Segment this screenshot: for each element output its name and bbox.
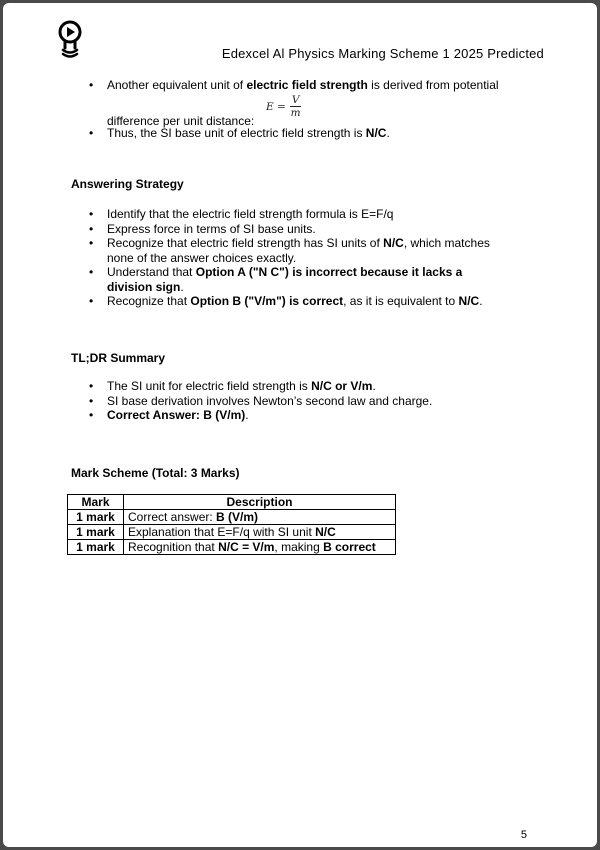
mark-cell: 1 mark [68, 510, 124, 525]
list-item: • Recognize that Option B ("V/m") is correct, as it is equivalent to N/C. [107, 294, 507, 309]
mark-scheme-table [67, 494, 396, 555]
list-item-continuation: difference per unit distance: [107, 114, 255, 128]
description-cell: Explanation that E=F/q with SI unit N/C [124, 525, 396, 540]
table-row [68, 525, 396, 540]
header-title: Edexcel Al Physics Marking Scheme 1 2025 Predicted [221, 46, 544, 61]
section-heading-strategy: Answering Strategy [71, 177, 184, 191]
list-item: • Thus, the SI base unit of electric field strength is N/C. [107, 126, 527, 141]
document-page [3, 3, 597, 847]
list-item: • Recognize that electric field strength has SI units of N/C, which matches none of the answer choices exactly. [107, 236, 507, 265]
section-heading-markscheme: Mark Scheme (Total: 3 Marks) [71, 466, 240, 480]
list-item: • Understand that Option A ("N C") is incorrect because it lacks a division sign. [107, 265, 507, 294]
lightbulb-play-icon [58, 19, 84, 61]
section-heading-tldr: TL;DR Summary [71, 351, 166, 365]
description-cell: Recognition that N/C = V/m, making B correct [124, 540, 396, 555]
table-row [68, 540, 396, 555]
list-item: • The SI unit for electric field strength is N/C or V/m. [107, 379, 527, 394]
table-header-row [68, 495, 396, 510]
list-item: • SI base derivation involves Newton’s second law and charge. [107, 394, 527, 409]
page-number: 5 [520, 829, 527, 841]
list-item: • Express force in terms of SI base units. [107, 222, 507, 237]
mark-cell: 1 mark [68, 525, 124, 540]
intro-list [107, 78, 527, 141]
description-cell: Correct answer: B (V/m) [124, 510, 396, 525]
list-item: • Correct Answer: B (V/m). [107, 408, 527, 423]
formula-e-equals-v-over-m: E = $\frac{V}{m}$ [266, 94, 301, 119]
column-header-description: Description [124, 495, 396, 510]
list-item: • Another equivalent unit of electric field strength is derived from potential difference per unit distance: [107, 78, 527, 126]
tldr-list [107, 379, 527, 423]
mark-cell: 1 mark [68, 540, 124, 555]
strategy-list [107, 207, 507, 309]
list-item: • Identify that the electric field strength formula is E=F/q [107, 207, 507, 222]
table-row [68, 510, 396, 525]
column-header-mark: Mark [68, 495, 124, 510]
